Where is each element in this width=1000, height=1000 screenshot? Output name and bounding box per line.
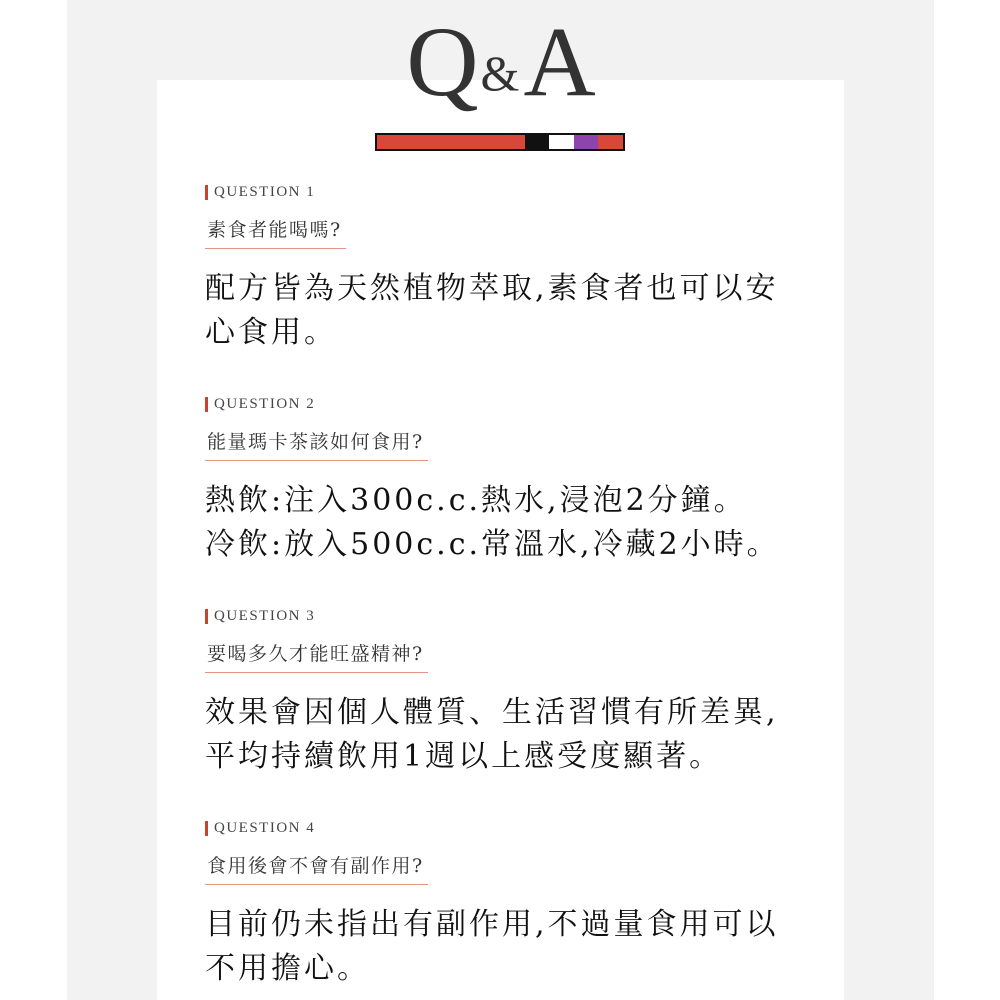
answer-line: 心食用。 (205, 315, 337, 350)
answer-line: 平均持續飲用1週以上感受度顯著。 (205, 739, 723, 774)
stripe-segment (525, 135, 550, 149)
question-label (205, 607, 825, 625)
question-text: 能量瑪卡茶該如何食用? (205, 427, 428, 461)
answer-line: 目前仍未指出有副作用,不過量食用可以 (205, 907, 779, 942)
question-label (205, 183, 825, 201)
question-text: 要喝多久才能旺盛精神? (205, 639, 428, 673)
qa-item-1 (205, 183, 825, 355)
question-label-text: QUESTION 1 (214, 183, 316, 200)
label-bar-icon (205, 185, 208, 200)
stripe-segment (377, 135, 525, 149)
stripe-segment (549, 135, 574, 149)
label-bar-icon (205, 609, 208, 624)
stripe-segment (598, 135, 623, 149)
question-text: 食用後會不會有副作用? (205, 851, 428, 885)
stripe-segment (574, 135, 599, 149)
answer-line: 熱飲:注入300c.c.熱水,浸泡2分鐘。 (205, 483, 747, 518)
answer-line: 效果會因個人體質、生活習慣有所差異, (205, 695, 779, 730)
qa-item-4 (205, 819, 825, 991)
answer-text (205, 691, 825, 779)
question-label-text: QUESTION 3 (214, 607, 316, 624)
label-bar-icon (205, 821, 208, 836)
answer-line: 冷飲:放入500c.c.常溫水,冷藏2小時。 (205, 527, 780, 562)
answer-text (205, 479, 825, 567)
decorative-color-stripe (375, 133, 625, 151)
qa-item-2 (205, 395, 825, 567)
answer-line: 配方皆為天然植物萃取,素食者也可以安 (205, 271, 779, 306)
question-text: 素食者能喝嗎? (205, 215, 346, 249)
qa-title (370, 6, 630, 117)
question-label (205, 395, 825, 413)
question-label-text: QUESTION 2 (214, 395, 316, 412)
question-label-text: QUESTION 4 (214, 819, 316, 836)
answer-text (205, 267, 825, 355)
title-q: Q (406, 6, 477, 117)
title-ampersand: & (480, 45, 520, 101)
qa-item-3 (205, 607, 825, 779)
title-a: A (523, 6, 594, 117)
label-bar-icon (205, 397, 208, 412)
answer-line: 不用擔心。 (205, 951, 370, 986)
question-label (205, 819, 825, 837)
answer-text (205, 903, 825, 991)
